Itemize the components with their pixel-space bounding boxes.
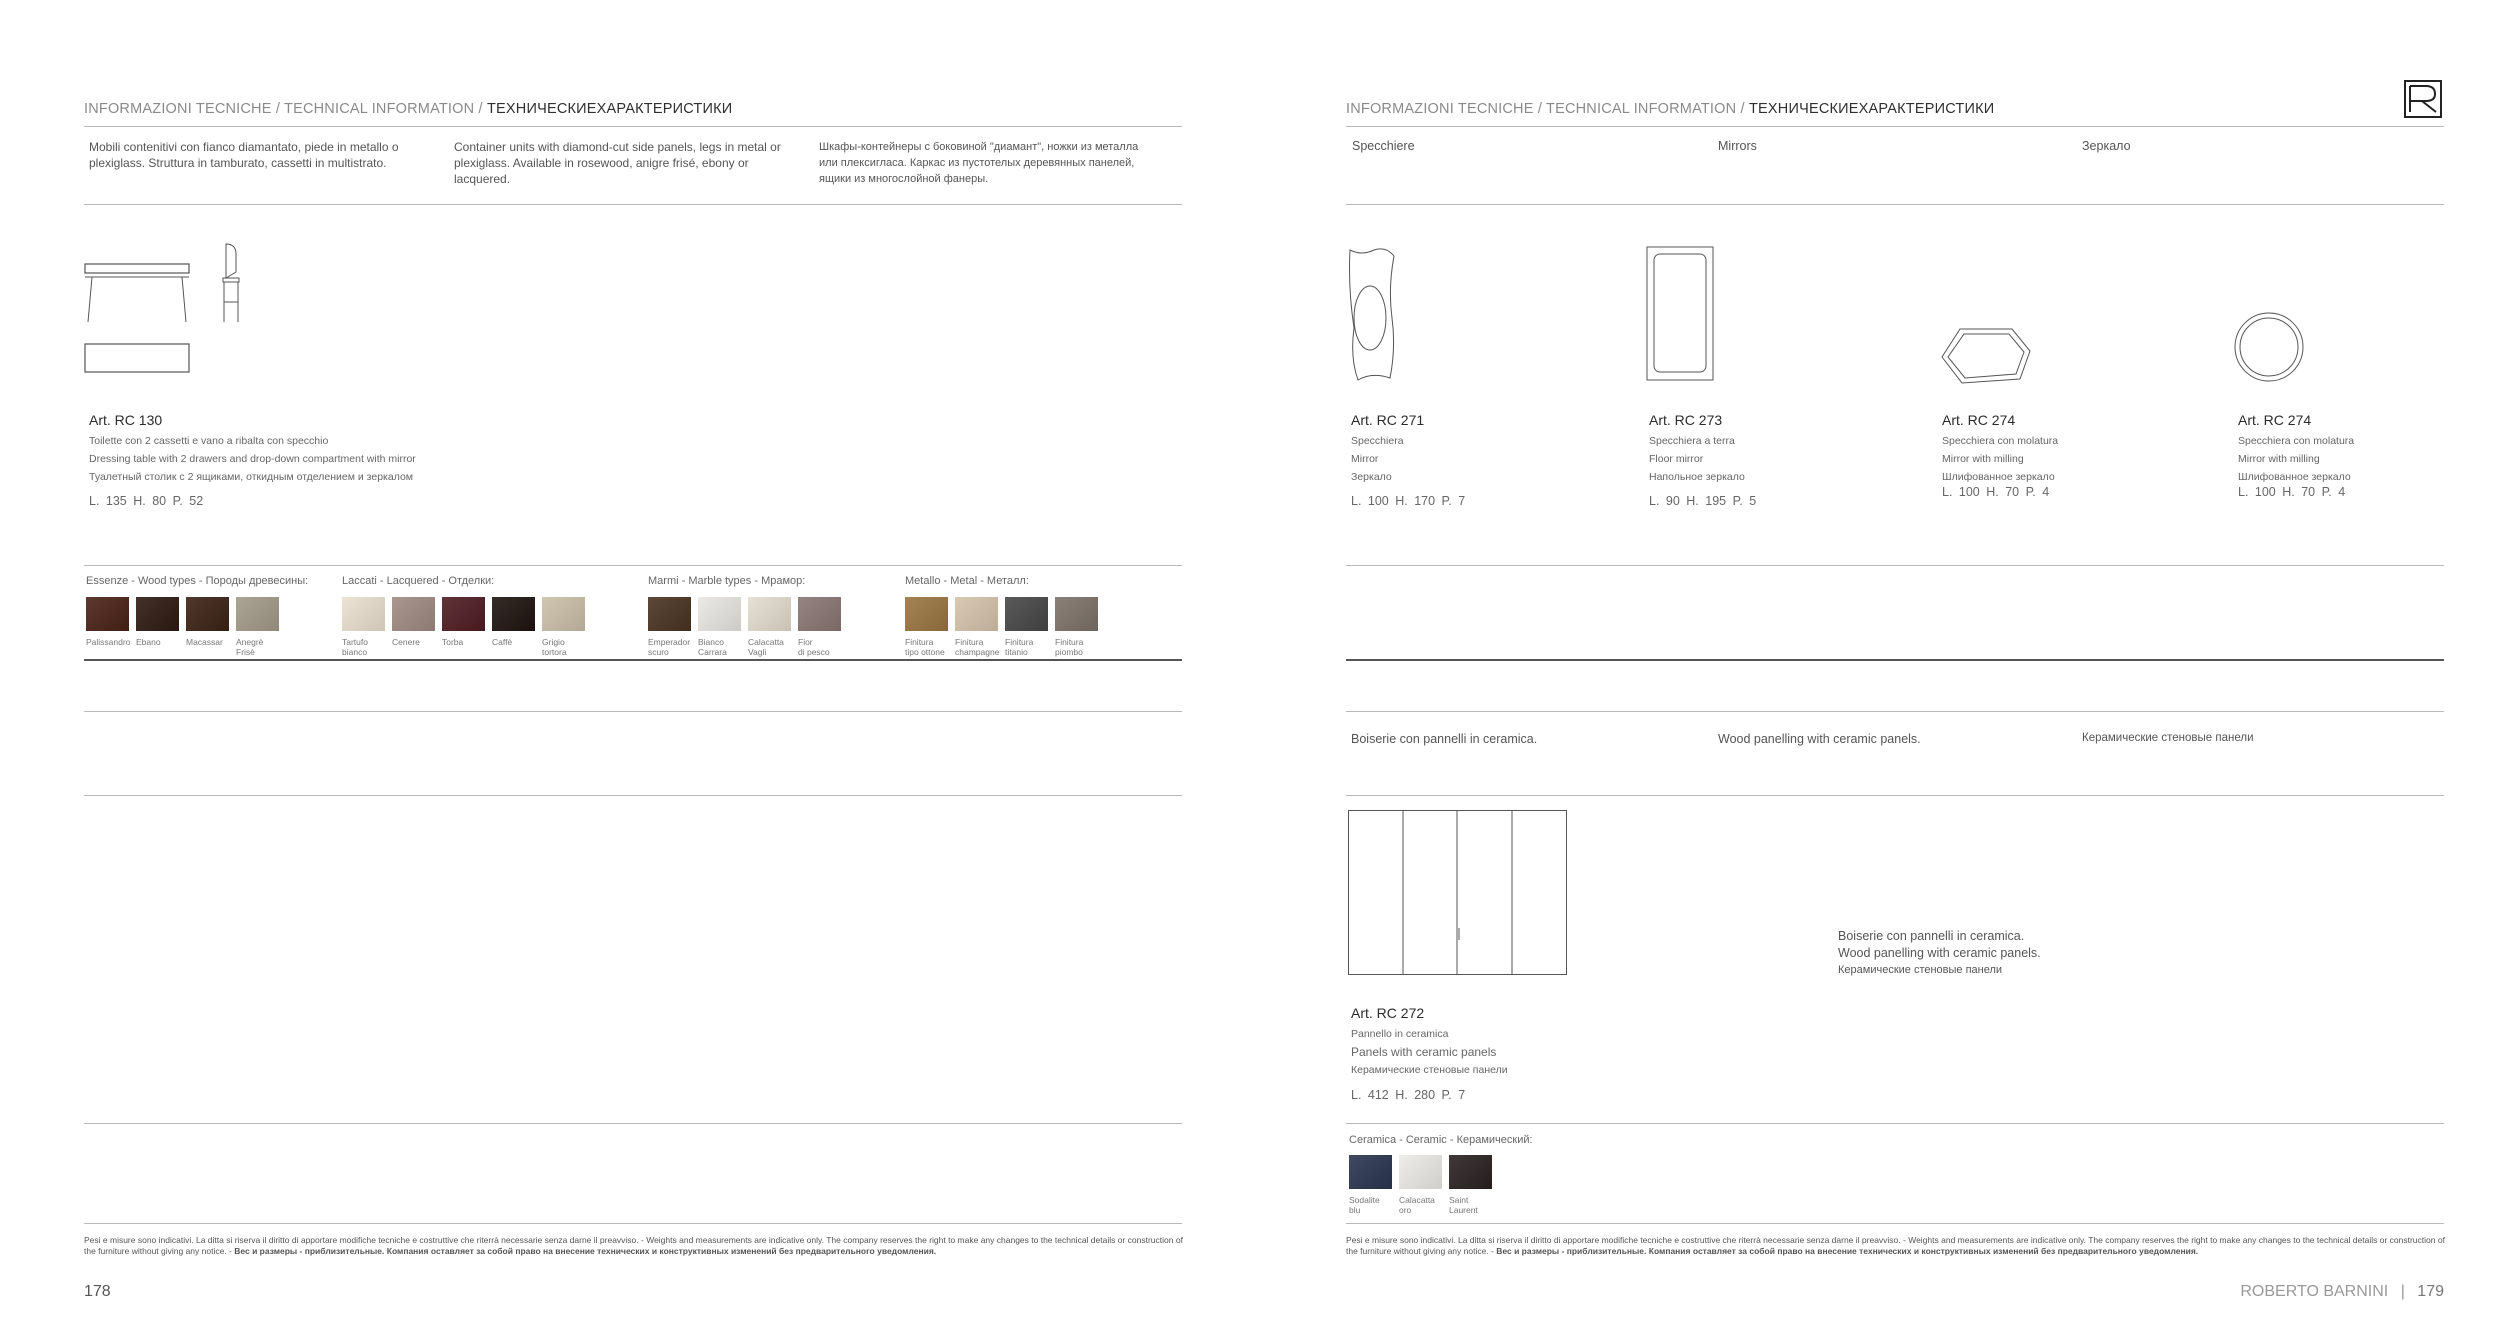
swatch-caption: Finitura titanio bbox=[1005, 637, 1034, 657]
mirror-desc-ru: Зеркало bbox=[1351, 471, 1392, 483]
swatch-caption: Calacatta oro bbox=[1399, 1195, 1435, 1215]
swatch-saint-laurent[interactable] bbox=[1449, 1155, 1492, 1189]
section-title-ru: Зеркало bbox=[2082, 139, 2131, 153]
swatch-caption: Emperador scuro bbox=[648, 637, 691, 657]
swatch-caffe[interactable] bbox=[492, 597, 535, 631]
divider bbox=[1346, 1123, 2444, 1124]
product-desc-en: Dressing table with 2 drawers and drop-down compartment with mirror bbox=[89, 453, 416, 465]
swatch-finitura-champagne[interactable] bbox=[955, 597, 998, 631]
divider bbox=[84, 711, 1182, 712]
swatch-caption: Ebano bbox=[136, 637, 161, 647]
panel-dimensions: L. 412 H. 280 P. 7 bbox=[1351, 1088, 1466, 1102]
swatch-finitura-titanio[interactable] bbox=[1005, 597, 1048, 631]
mirror-title: Art. RC 273 bbox=[1649, 412, 1723, 428]
product-desc-ru: Туалетный столик с 2 ящиками, откидным отделением и зеркалом bbox=[89, 471, 414, 483]
ceramic-panel-drawing bbox=[1348, 810, 1570, 978]
swatch-calacatta-oro[interactable] bbox=[1399, 1155, 1442, 1189]
mirror-rc274-octagon-drawing bbox=[1940, 327, 2032, 385]
swatch-finitura-piombo[interactable] bbox=[1055, 597, 1098, 631]
mirror-rc273-drawing bbox=[1646, 246, 1716, 382]
swatch-caption: Saint Laurent bbox=[1449, 1195, 1478, 1215]
footnote-divider bbox=[84, 1223, 1182, 1224]
mirror-title: Art. RC 274 bbox=[2238, 412, 2312, 428]
lacquered-label: Laccati - Lacquered - Отделки: bbox=[342, 575, 495, 587]
divider bbox=[1346, 795, 2444, 796]
swatch-emperador-scuro[interactable] bbox=[648, 597, 691, 631]
swatch-caption: Grigio tortora bbox=[542, 637, 567, 657]
swatch-bianco-carrara[interactable] bbox=[698, 597, 741, 631]
swatch-caption: Finitura tipo ottone bbox=[905, 637, 945, 657]
divider bbox=[1346, 565, 2444, 566]
mirror-desc-en: Floor mirror bbox=[1649, 453, 1704, 465]
divider bbox=[84, 795, 1182, 796]
mirror-rc271-drawing bbox=[1348, 248, 1396, 384]
intro-italian: Mobili contenitivi con fianco diamantato, piede in metallo o plexiglass. Struttura in tamburato, cassetti in multistrato. bbox=[89, 140, 399, 170]
panel-desc-it: Pannello in ceramica bbox=[1351, 1028, 1449, 1040]
product-desc-it: Toilette con 2 cassetti e vano a ribalta con specchio bbox=[89, 435, 329, 447]
mirror-title: Art. RC 274 bbox=[1942, 412, 2016, 428]
mirror-rc274-round-drawing bbox=[2234, 312, 2306, 384]
mirror-dimensions: L. 90 H. 195 P. 5 bbox=[1649, 494, 1757, 508]
mirror-dimensions: L. 100 H. 70 P. 4 bbox=[1942, 485, 2050, 499]
mirror-title: Art. RC 271 bbox=[1351, 412, 1425, 428]
panel-desc-ru: Керамические стеновые панели bbox=[1351, 1064, 1508, 1076]
brand-name: ROBERTO BARNINI bbox=[2240, 1283, 2389, 1300]
product-dimensions: L. 135 H. 80 P. 52 bbox=[89, 494, 204, 508]
swatch-caption: Bianco Carrara bbox=[698, 637, 727, 657]
boiserie-title-ru: Керамические стеновые панели bbox=[2082, 732, 2254, 744]
mirror-desc-ru: Шлифованное зеркало bbox=[2238, 471, 2351, 483]
mirror-desc-it: Specchiera con molatura bbox=[1942, 435, 2059, 447]
ceramic-label: Ceramica - Ceramic - Керамический: bbox=[1349, 1134, 1533, 1146]
swatch-caption: Calacatta Vagli bbox=[748, 637, 784, 657]
right-footnote: Pesi e misure sono indicativi. La ditta si riserva il diritto di apportare modifiche tecniche e costruttive che riterrà necessarie senza darne il preavviso. - Weights and measurements are indicative only. The company reserves the right to make any changes to the technical details or construction of the furniture without giving any notice. - Вес и размеры - приблизительные. Компания оставляет за собой право на внесение технических и конструктивных изменений без предварительного уведомления. bbox=[1346, 1235, 2445, 1256]
mirror-dimensions: L. 100 H. 170 P. 7 bbox=[1351, 494, 1466, 508]
panel-title: Art. RC 272 bbox=[1351, 1005, 1425, 1021]
header-divider bbox=[84, 126, 1182, 127]
swatch-calacatta-vagli[interactable] bbox=[748, 597, 791, 631]
wood-types-label: Essenze - Wood types - Породы древесины: bbox=[86, 575, 309, 587]
finishes-bottom-divider bbox=[84, 659, 1182, 661]
swatch-sodalite-blu[interactable] bbox=[1349, 1155, 1392, 1189]
divider bbox=[84, 1123, 1182, 1124]
mirror-desc-en: Mirror with milling bbox=[2238, 453, 2320, 465]
right-page-header: INFORMAZIONI TECNICHE / TECHNICAL INFORMATION / ТЕХНИЧЕСКИЕХАРАКТЕРИСТИКИ bbox=[1346, 101, 1995, 117]
swatch-palissandro[interactable] bbox=[86, 597, 129, 631]
left-footnote: Pesi e misure sono indicativi. La ditta si riserva il diritto di apportare modifiche tecniche e costruttive che riterrà necessarie senza darne il preavviso. - Weights and measurements are indicative only. The company reserves the right to make any changes to the technical details or construction of the furniture without giving any notice. - Вес и размеры - приблизительные. Компания оставляет за собой право на внесение технических и конструктивных изменений без предварительного уведомления. bbox=[84, 1235, 1183, 1256]
section-divider bbox=[1346, 204, 2444, 205]
footnote-divider bbox=[1346, 1223, 2444, 1224]
right-page-footer bbox=[2240, 1283, 2444, 1301]
boiserie-note: Boiserie con pannelli in ceramica. Wood panelling with ceramic panels. Керамические стеновые панели bbox=[1838, 929, 2041, 976]
swatch-fior-di-pesco[interactable] bbox=[798, 597, 841, 631]
swatch-caption: Sodalite blu bbox=[1349, 1195, 1380, 1215]
section-title-it: Specchiere bbox=[1352, 139, 1415, 153]
intro-russian: Шкафы-контейнеры с боковиной "диамант", ножки из металла или плексигласа. Каркас из пустотелых деревянных панелей, ящики из многослойной фанеры. bbox=[819, 141, 1139, 185]
swatch-caption: Fior di pesco bbox=[798, 637, 830, 657]
swatch-anegre-frise[interactable] bbox=[236, 597, 279, 631]
left-page-number: 178 bbox=[84, 1283, 111, 1300]
swatch-caption: Finitura champagne bbox=[955, 637, 1000, 657]
mirror-desc-ru: Шлифованное зеркало bbox=[1942, 471, 2055, 483]
swatch-caption: Caffè bbox=[492, 637, 513, 647]
swatch-torba[interactable] bbox=[442, 597, 485, 631]
swatch-cenere[interactable] bbox=[392, 597, 435, 631]
metal-label: Metallo - Metal - Металл: bbox=[905, 575, 1029, 587]
swatch-grigio-tortora[interactable] bbox=[542, 597, 585, 631]
swatch-macassar[interactable] bbox=[186, 597, 229, 631]
mirror-desc-it: Specchiera a terra bbox=[1649, 435, 1735, 447]
mirror-desc-en: Mirror with milling bbox=[1942, 453, 2024, 465]
swatch-finitura-ottone[interactable] bbox=[905, 597, 948, 631]
finishes-top-divider bbox=[84, 565, 1182, 566]
swatch-caption: Palissandro bbox=[86, 637, 131, 647]
marble-types-label: Marmi - Marble types - Мрамор: bbox=[648, 575, 806, 587]
boiserie-title-en: Wood panelling with ceramic panels. bbox=[1718, 732, 1921, 746]
brand-logo bbox=[2404, 80, 2442, 118]
mirror-desc-it: Specchiera con molatura bbox=[2238, 435, 2355, 447]
swatch-caption: Torba bbox=[442, 637, 464, 647]
swatch-caption: Cenere bbox=[392, 637, 420, 647]
product-title: Art. RC 130 bbox=[89, 412, 163, 428]
right-page-number: 179 bbox=[2417, 1283, 2444, 1300]
footer-separator: | bbox=[2400, 1283, 2405, 1300]
mirror-dimensions: L. 100 H. 70 P. 4 bbox=[2238, 485, 2346, 499]
swatch-tartufo-bianco[interactable] bbox=[342, 597, 385, 631]
mirror-desc-en: Mirror bbox=[1351, 453, 1379, 465]
dressing-table-drawing bbox=[84, 242, 254, 377]
mirror-desc-it: Specchiera bbox=[1351, 435, 1404, 447]
boiserie-title-it: Boiserie con pannelli in ceramica. bbox=[1351, 732, 1538, 746]
swatch-caption: Macassar bbox=[186, 637, 223, 647]
divider bbox=[1346, 659, 2444, 661]
intro-english: Container units with diamond-cut side panels, legs in metal or plexiglass. Available in rosewood, anigre frisé, ebony or lacquered. bbox=[454, 140, 781, 186]
intro-divider bbox=[84, 204, 1182, 205]
swatch-caption: Finitura piombo bbox=[1055, 637, 1084, 657]
swatch-caption: Anegrè Frisè bbox=[236, 637, 264, 657]
swatch-ebano[interactable] bbox=[136, 597, 179, 631]
left-page-header: INFORMAZIONI TECNICHE / TECHNICAL INFORMATION / ТЕХНИЧЕСКИЕХАРАКТЕРИСТИКИ bbox=[84, 101, 733, 117]
section-title-en: Mirrors bbox=[1718, 139, 1757, 153]
swatch-caption: Tartufo bianco bbox=[342, 637, 368, 657]
panel-desc-en: Panels with ceramic panels bbox=[1351, 1045, 1497, 1059]
mirror-desc-ru: Напольное зеркало bbox=[1649, 471, 1745, 483]
divider bbox=[1346, 711, 2444, 712]
header-divider bbox=[1346, 126, 2444, 127]
